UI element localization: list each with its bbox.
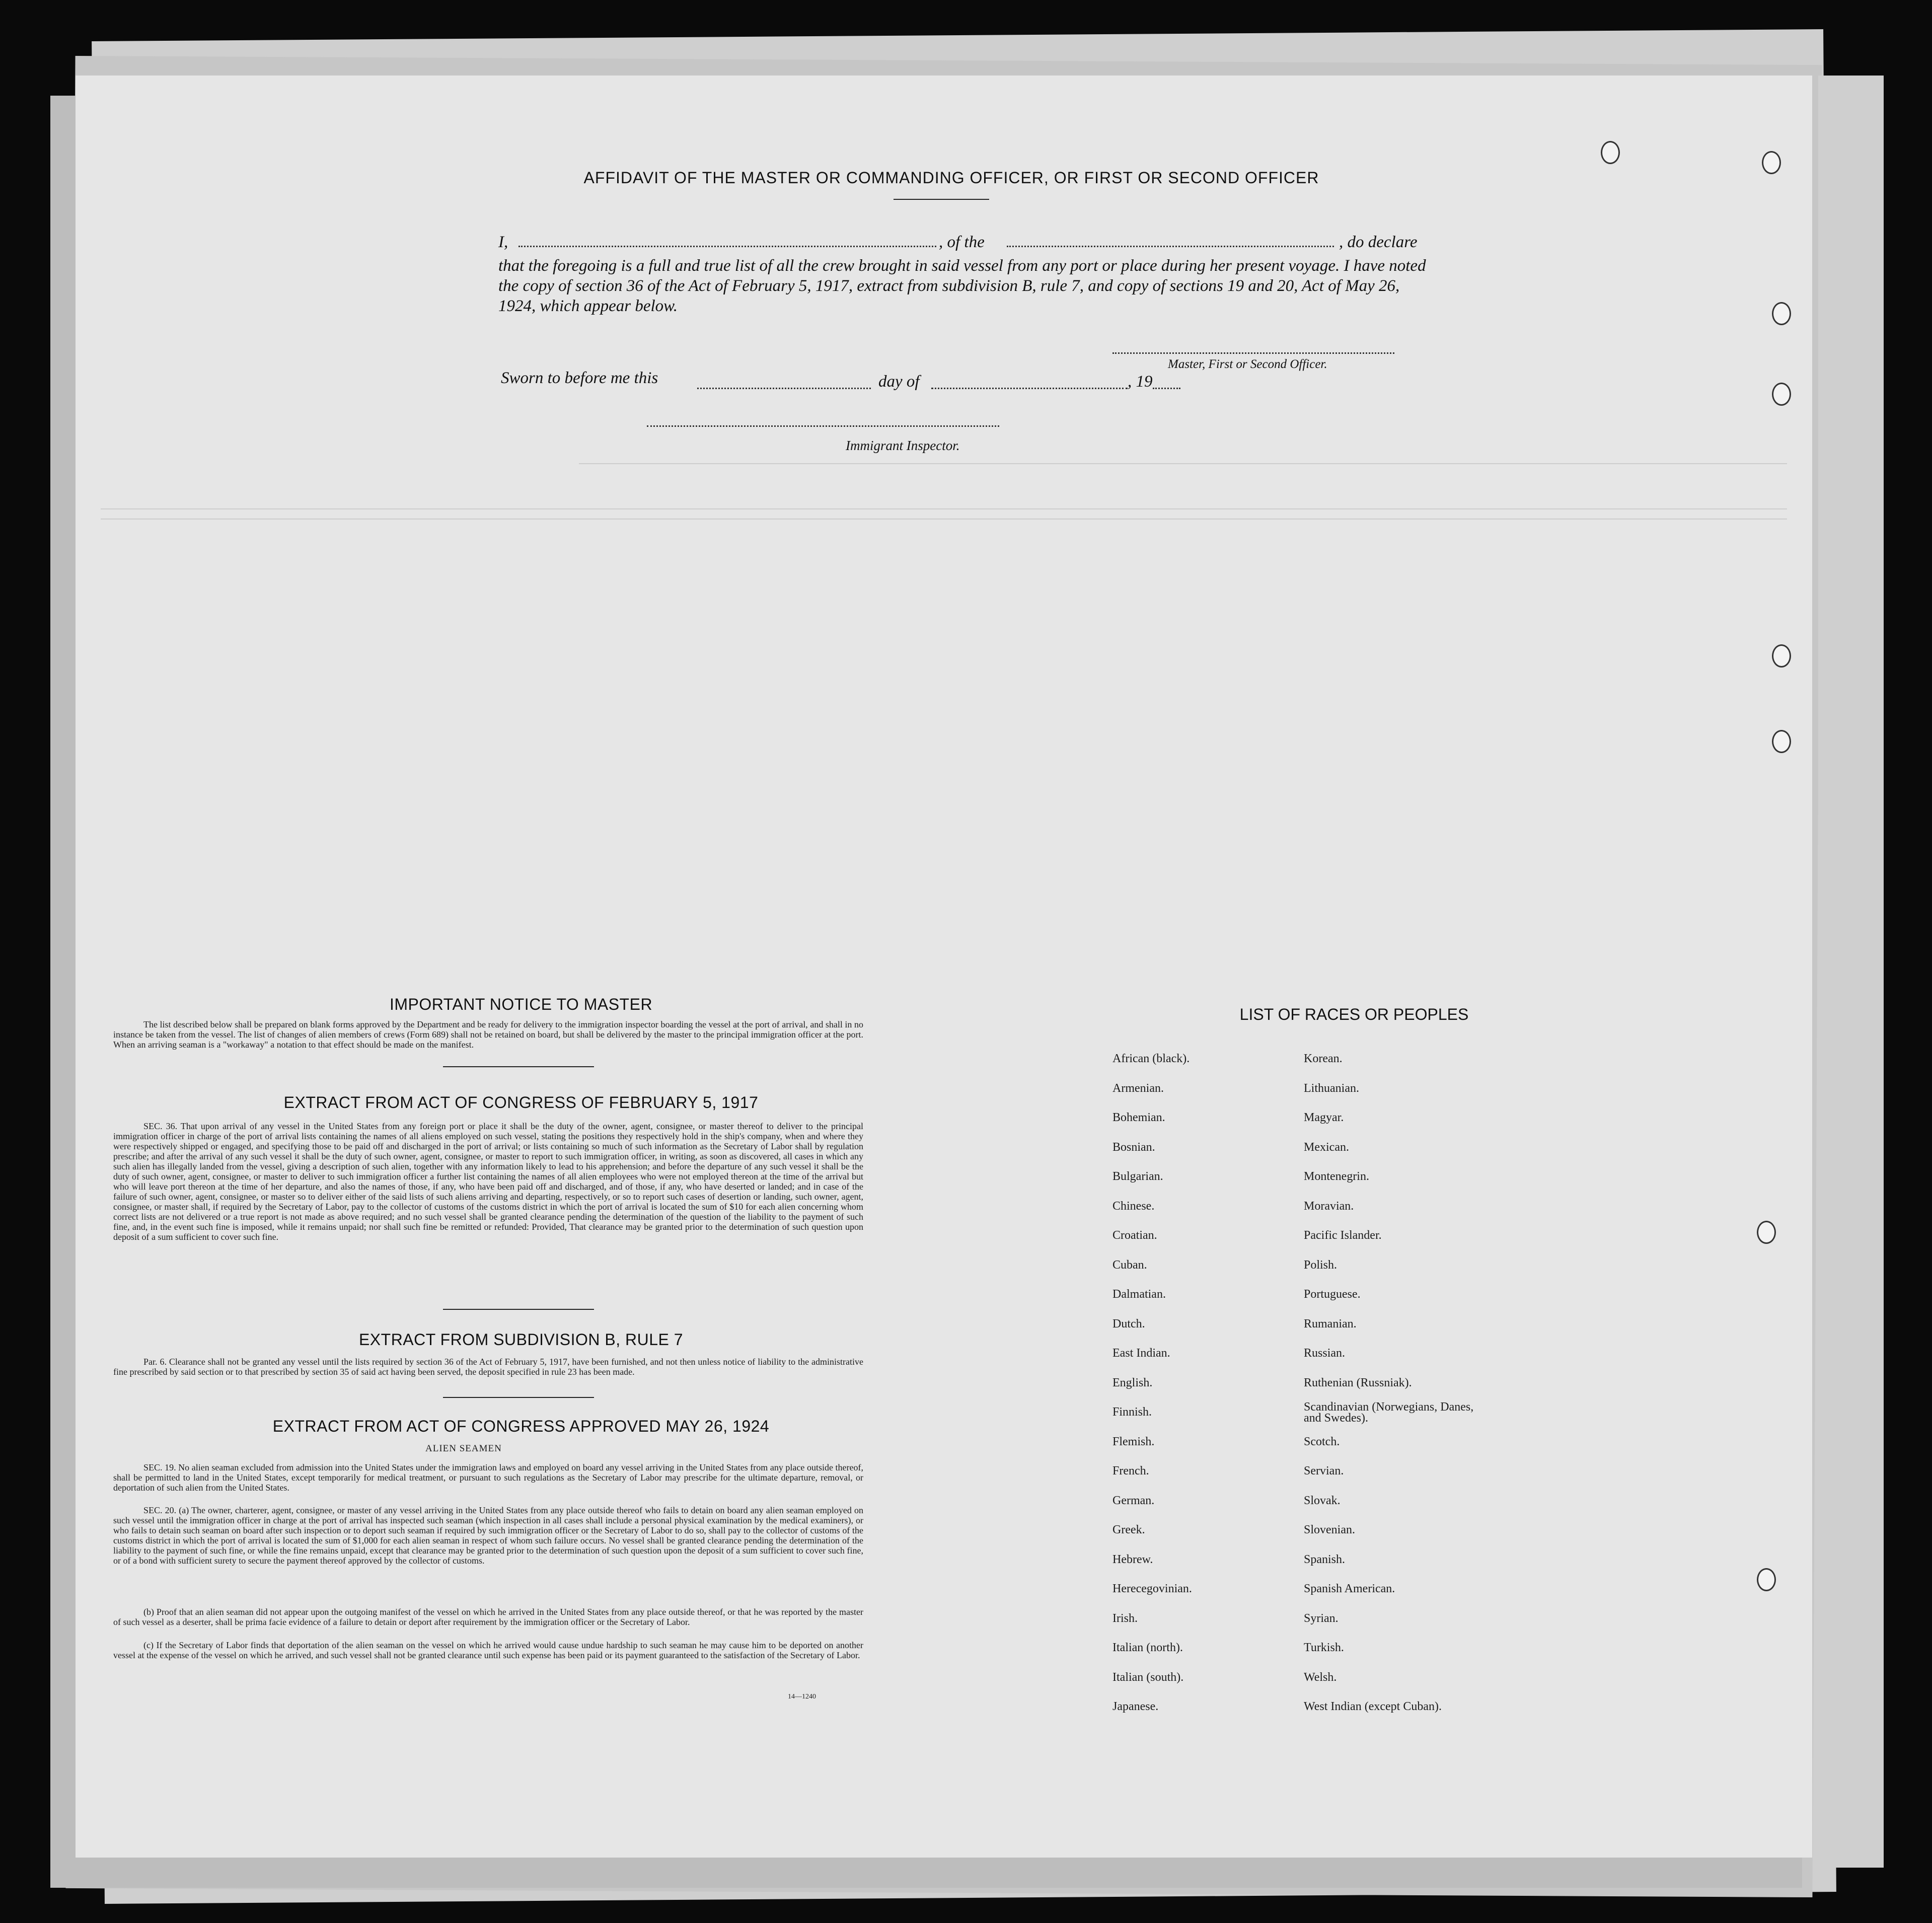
act-1924-title: EXTRACT FROM ACT OF CONGRESS APPROVED MAY 26, 1924 [272,1417,770,1435]
alien-seamen-subtitle: ALIEN SEAMEN [425,1443,502,1454]
affiant-name-blank[interactable] [518,246,936,247]
back-sheet-edge [1818,76,1884,1868]
affidavit-title: AFFIDAVIT OF THE MASTER OR COMMANDING OFFICER, OR FIRST OR SECOND OFFICER [583,169,1319,187]
race-item: West Indian (except Cuban). [1304,1700,1442,1713]
affiant-label: I, [498,233,508,251]
day-of-label: day of [878,373,920,391]
race-item: English. [1112,1376,1153,1389]
race-item: Spanish. [1304,1552,1346,1566]
year-label: , 19 [1128,373,1153,391]
form-number: 14—1240 [788,1693,816,1700]
punch-hole-icon [1601,141,1620,164]
race-item: Rumanian. [1304,1317,1357,1330]
act-1924-sec20b: (b) Proof that an alien seaman did not appear upon the outgoing manifest of the vessel on which he arrived in the United States from any place outside thereof, or that he was reported by the master of such vessel as a deserter, shall be prima facie evidence of a failure to detain or deport after requirement by the immigration officer or the Secretary of Labor. [113,1607,863,1627]
race-item: Italian (south). [1112,1670,1184,1684]
race-item: Bulgarian. [1112,1170,1163,1183]
race-item: Korean. [1304,1052,1343,1065]
race-item: Chinese. [1112,1199,1155,1213]
punch-hole-icon [1772,383,1791,406]
punch-hole-icon [1772,644,1791,668]
subdivision-b-title: EXTRACT FROM SUBDIVISION B, RULE 7 [358,1330,684,1349]
notice-title: IMPORTANT NOTICE TO MASTER [389,995,653,1013]
section-rule [443,1066,594,1067]
race-item: Irish. [1112,1611,1138,1625]
race-item: Polish. [1304,1258,1337,1272]
section-rule [443,1309,594,1310]
subdivision-b-text: Par. 6. Clearance shall not be granted any vessel until the lists required by section 36 of the Act of February 5, 1917, have been furnished, and not then unless notice of liability to the administrative fine prescribed by said section or to that prescribed by section 35 of said act having been served, the deposit specified in rule 23 has been made. [113,1357,863,1377]
title-rule [894,199,989,200]
act-1924-sec20a: SEC. 20. (a) The owner, charterer, agent, consignee, or master of any vessel arriving in the United States from any place outside thereof who fails to detain on board any alien seaman employed on such vessel until the immigration officer in charge at the port of arrival has inspected such seaman (which inspection in all cases shall include a personal physical examination by the medical examiners), or who fails to detain such seaman on board after such inspection or to deport such seaman if required by such immigration officer or the Secretary of Labor to do so, shall pay to the collector of customs of the customs district in which the port of arrival is located the sum of $1,000 for each alien seaman in respect of whom such failure occurs. No vessel shall be granted clearance pending the determination of the liability to the payment of such fine, or while the fine remains unpaid, except that clearance may be granted prior to the determination of such question upon the deposit of a sum sufficient to cover such fine, or of a bond with sufficient surety to secure the payment thereof approved by the collector of customs. [113,1505,863,1566]
race-item: Lithuanian. [1304,1081,1359,1095]
race-item: Syrian. [1304,1611,1339,1625]
race-item: French. [1112,1464,1149,1477]
inspector-caption: Immigrant Inspector. [846,438,960,453]
sworn-label: Sworn to before me this [501,369,658,387]
race-item: Cuban. [1112,1258,1147,1272]
race-item: Mexican. [1304,1140,1349,1154]
sworn-year-blank[interactable] [1153,388,1180,389]
race-item: Pacific Islander. [1304,1229,1382,1242]
race-item: Turkish. [1304,1641,1344,1654]
affidavit-text: that the foregoing is a full and true list of all the crew brought in said vessel from any port or place during her present voyage. I have noted the copy of section 36 of the Act of February 5, 1917, extract from subdivision B, rule 7, and copy of sections 19 and 20, Act of May 26, 1924, which appear below. [498,257,1426,315]
race-item: Herecegovinian. [1112,1582,1192,1595]
race-item: Flemish. [1112,1435,1155,1448]
race-item: Dutch. [1112,1317,1145,1330]
race-item: Scandinavian (Norwegians, Danes, and Swedes). [1304,1400,1474,1425]
race-item: Slovenian. [1304,1523,1355,1536]
act-1924-sec19: SEC. 19. No alien seaman excluded from admission into the United States under the immigration laws and employed on board any vessel arriving in the United States from any place outside thereof, shall be permitted to land in the United States, except temporarily for medical treatment, or pursuant to such regulations as the Secretary of Labor may prescribe for the ultimate departure, removal, or deportation of such alien from the United States. [113,1462,863,1493]
race-item: Finnish. [1112,1406,1152,1419]
form-page [76,76,1812,1858]
punch-hole-icon [1757,1221,1776,1244]
act-1917-title: EXTRACT FROM ACT OF CONGRESS OF FEBRUARY 5, 1917 [283,1093,759,1112]
race-item: Magyar. [1304,1111,1344,1124]
race-item: Portuguese. [1304,1288,1361,1301]
race-item: Moravian. [1304,1199,1354,1213]
race-item: Welsh. [1304,1670,1337,1684]
race-item: Bosnian. [1112,1140,1155,1154]
race-item: Bohemian. [1112,1111,1165,1124]
race-item: African (black). [1112,1052,1190,1065]
race-item: Japanese. [1112,1700,1159,1713]
race-item: Croatian. [1112,1229,1157,1242]
show-through-line [579,463,1787,464]
show-through-line [101,508,1787,509]
act-1917-text: SEC. 36. That upon arrival of any vessel in the United States from any foreign port or place it shall be the duty of the owner, agent, consignee, or master thereof to deliver to the principal immigration officer in charge of the port of arrival lists containing the names of all aliens employed on such vessel, stating the positions they respectively hold in the ship's company, when and where they were respectively shipped or engaged, and specifying those to be paid off and discharged in the port of arrival; or lists containing so much of such information as the Secretary of Labor shall by regulation prescribe; and after the arrival of any such vessel it shall be the duty of such owner, agent, consignee, or master to report to such immigration officer, in writing, as soon as discovered, all cases in which any such alien has illegally landed from the vessel, giving a description of such alien, together with any information likely to lead to his apprehension; and before the departure of any such vessel it shall be the duty of such owner, agent, consignee, or master to deliver to such immigration officer a further list containing the names of all alien employees who were not employed thereon at the time of the arrival but who will leave port thereon at the time of her departure, and also the names of those, if any, who have been paid off and discharged, and of those, if any, who have deserted or landed; and in case of the failure of such owner, agent, consignee, or master so to deliver either of the said lists of such aliens arriving and departing, respectively, or so to report such cases of desertion or landing, such owner, agent, consignee, or master shall, if required by the Secretary of Labor, pay to the collector of customs of the customs district in which the port of arrival is located the sum of $10 for each alien concerning whom correct lists are not delivered or a true report is not made as above required; and no such vessel shall be granted clearance pending the determination of the question of the liability to the payment of such fine, and, in the event such fine is imposed, while it remains unpaid; nor shall such fine be remitted or refunded: Provided, That clearance may be granted prior to the determination of such question upon deposit of a sum sufficient to cover such fine. [113,1121,863,1242]
race-item: Hebrew. [1112,1552,1153,1566]
race-item: Scotch. [1304,1435,1340,1448]
show-through-line [101,519,1787,520]
sworn-day-blank[interactable] [697,388,871,389]
race-item: Dalmatian. [1112,1288,1166,1301]
signature-caption: Master, First or Second Officer. [1168,357,1327,371]
vessel-label: , of the [939,233,985,251]
race-item: Montenegrin. [1304,1170,1369,1183]
races-title: LIST OF RACES OR PEOPLES [1239,1005,1469,1023]
vessel-name-blank[interactable] [1007,246,1334,247]
race-item: Spanish American. [1304,1582,1395,1595]
race-item: Armenian. [1112,1081,1164,1095]
race-item: Slovak. [1304,1494,1341,1507]
punch-hole-icon [1757,1568,1776,1591]
race-item: German. [1112,1494,1155,1507]
race-item: Italian (north). [1112,1641,1183,1654]
declare-label: , do declare [1339,233,1418,251]
race-item: East Indian. [1112,1347,1170,1360]
act-1924-sec20c: (c) If the Secretary of Labor finds that deportation of the alien seaman on the vessel on which he arrived would cause undue hardship to such seaman he may cause him to be deported on another vessel at the expense of the vessel on which he arrived, and such vessel shall not be granted clearance until such expense has been paid or its payment guaranteed to the satisfaction of the Secretary of Labor. [113,1640,863,1660]
notice-text: The list described below shall be prepared on blank forms approved by the Department and be ready for delivery to the immigration inspector boarding the vessel at the port of arrival, and shall in no instance be taken from the vessel. The list of changes of alien members of crews (Form 689) shall not be retained on board, but shall be delivered by the master to the principal immigration officer at the port. When an arriving seaman is a "workaway" a notation to that effect should be made on the manifest. [113,1019,863,1050]
sworn-month-blank[interactable] [931,388,1128,389]
punch-hole-icon [1772,730,1791,753]
race-item: Ruthenian (Russniak). [1304,1376,1412,1389]
section-rule [443,1397,594,1398]
inspector-signature-blank[interactable] [647,425,999,427]
race-item: Servian. [1304,1464,1344,1477]
punch-hole-icon [1762,151,1781,174]
punch-hole-icon [1772,302,1791,325]
race-item: Russian. [1304,1347,1346,1360]
signature-blank[interactable] [1112,352,1394,354]
race-item: Greek. [1112,1523,1145,1536]
